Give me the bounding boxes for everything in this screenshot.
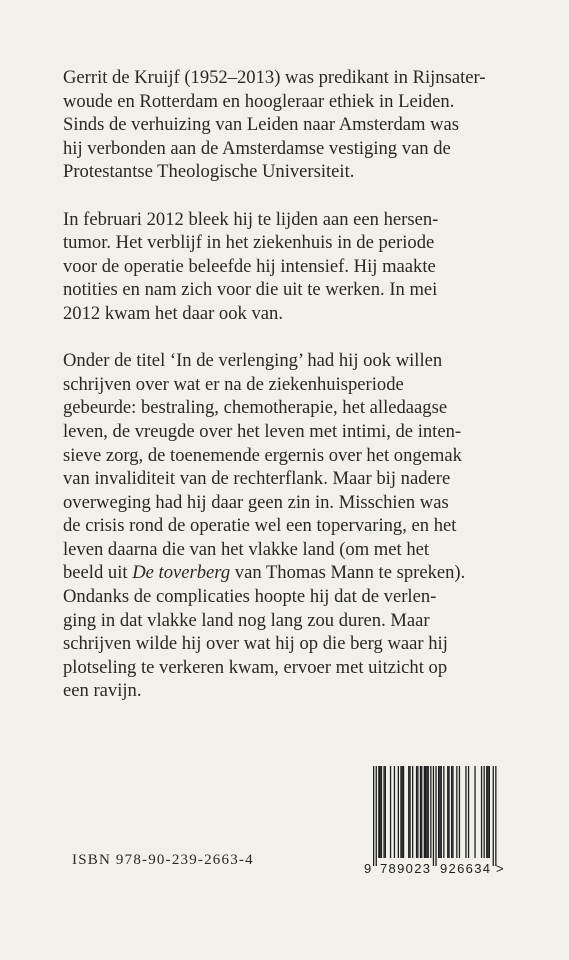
barcode-bar	[416, 766, 417, 858]
text-line: In februari 2012 bleek hij te lijden aan een hersen-	[63, 208, 439, 230]
barcode-graphic	[362, 766, 505, 878]
barcode-bar	[378, 766, 379, 858]
paragraph-1	[63, 66, 513, 184]
text-segment: van Thomas Mann te spreken).	[230, 562, 466, 584]
text-line: notities en nam zich voor die uit te werken. In mei	[63, 279, 438, 301]
barcode-bar	[390, 766, 391, 858]
text-line: een ravijn.	[63, 680, 142, 702]
barcode-bar	[412, 766, 413, 858]
barcode-bar	[400, 766, 401, 858]
text-line: de crisis rond de operatie wel een topervaring, en het	[63, 515, 457, 537]
barcode-bar	[439, 766, 440, 858]
barcode-bar	[452, 766, 453, 858]
text-line: Gerrit de Kruijf (1952–2013) was predikant in Rijnsater-	[63, 67, 486, 88]
barcode-guard-bar	[495, 766, 496, 866]
barcode-quiet-mark: >	[496, 861, 504, 876]
barcode-bar	[465, 766, 466, 858]
barcode-bar	[417, 766, 418, 858]
barcode-guard-bar	[435, 766, 436, 866]
isbn-label: ISBN 978-90-239-2663-4	[72, 852, 254, 868]
text-line: tumor. Het verblijf in het ziekenhuis in de periode	[63, 232, 435, 254]
barcode-bar	[438, 766, 439, 858]
barcode-guard-bar	[376, 766, 377, 866]
text-line: van invaliditeit van de rechterflank. Maar bij nadere	[63, 468, 451, 490]
text-line: Onder de titel ‘In de verlenging’ had hij ook willen	[63, 350, 443, 372]
text-segment: beeld uit	[63, 562, 133, 584]
barcode-bar	[430, 766, 431, 858]
text-line: Protestantse Theologische Universiteit.	[63, 161, 355, 183]
barcode-bar	[394, 766, 395, 858]
text-line: Ondanks de complicaties hoopte hij dat de verlen-	[63, 586, 437, 608]
barcode-bar	[443, 766, 444, 858]
barcode-bar	[421, 766, 422, 858]
text-line: overweging had hij daar geen zin in. Misschien was	[63, 491, 449, 513]
barcode-bar	[484, 766, 485, 858]
barcode-guard-bar	[493, 766, 494, 866]
text-line: schrijven over wat er na de ziekenhuisperiode	[63, 373, 404, 395]
text-line: woude en Rotterdam en hoogleraar ethiek in Leiden.	[63, 90, 455, 112]
barcode-bar	[459, 766, 460, 858]
text-line: ging in dat vlakke land nog lang zou duren. Maar	[63, 609, 430, 631]
barcode-bar	[402, 766, 403, 858]
barcode-bar	[403, 766, 404, 858]
barcode-bar	[456, 766, 457, 858]
text-line: schrijven wilde hij over wat hij op die berg waar hij	[63, 633, 448, 655]
text-line	[63, 561, 513, 585]
text-line: plotseling te verkeren kwam, ervoer met uitzicht op	[63, 656, 448, 678]
barcode-bar	[381, 766, 382, 858]
barcode-bar	[474, 766, 475, 858]
barcode-bar	[380, 766, 381, 858]
barcode-bar	[441, 766, 442, 858]
blurb-text	[63, 66, 513, 727]
barcode-bar	[447, 766, 448, 858]
text-line: sieve zorg, de toenemende ergernis over het ongemak	[63, 444, 462, 466]
barcode-left-digits: 789023	[380, 861, 430, 876]
text-line: leven daarna die van het vlakke land (om met het	[63, 538, 430, 560]
barcode-bar	[486, 766, 487, 858]
text-line: leven, de vreugde over het leven met intimi, de inten-	[63, 420, 462, 442]
barcode-bar	[409, 766, 410, 858]
barcode-guard-bar	[373, 766, 374, 866]
text-line: hij verbonden aan de Amsterdamse vestiging van de	[63, 137, 451, 159]
text-line: 2012 kwam het daar ook van.	[63, 302, 283, 324]
paragraph-2	[63, 208, 513, 326]
barcode-right-digits: 926634	[440, 861, 490, 876]
barcode-bar	[448, 766, 449, 858]
ean-barcode	[362, 766, 505, 878]
barcode-bar	[408, 766, 409, 858]
barcode-bar	[428, 766, 429, 858]
barcode-lead-digit: 9	[364, 861, 372, 876]
book-title-italic: De toverberg	[132, 562, 231, 584]
barcode-bar	[481, 766, 482, 858]
paragraph-3	[63, 349, 513, 703]
barcode-bar	[383, 766, 384, 858]
text-line: gebeurde: bestraling, chemotherapie, het alledaagse	[63, 397, 448, 419]
barcode-bar	[425, 766, 426, 858]
barcode-bar	[426, 766, 427, 858]
text-line: Sinds de verhuizing van Leiden naar Amsterdam was	[63, 114, 460, 136]
barcode-bar	[489, 766, 490, 858]
barcode-bar	[424, 766, 425, 858]
barcode-bar	[420, 766, 421, 858]
barcode-bar	[451, 766, 452, 858]
barcode-bar	[398, 766, 399, 858]
barcode-bar	[468, 766, 469, 858]
text-line: voor de operatie beleefde hij intensief. Hij maakte	[63, 255, 436, 277]
barcode-guard-bar	[433, 766, 434, 866]
barcode-bar	[487, 766, 488, 858]
barcode-bar	[385, 766, 386, 858]
